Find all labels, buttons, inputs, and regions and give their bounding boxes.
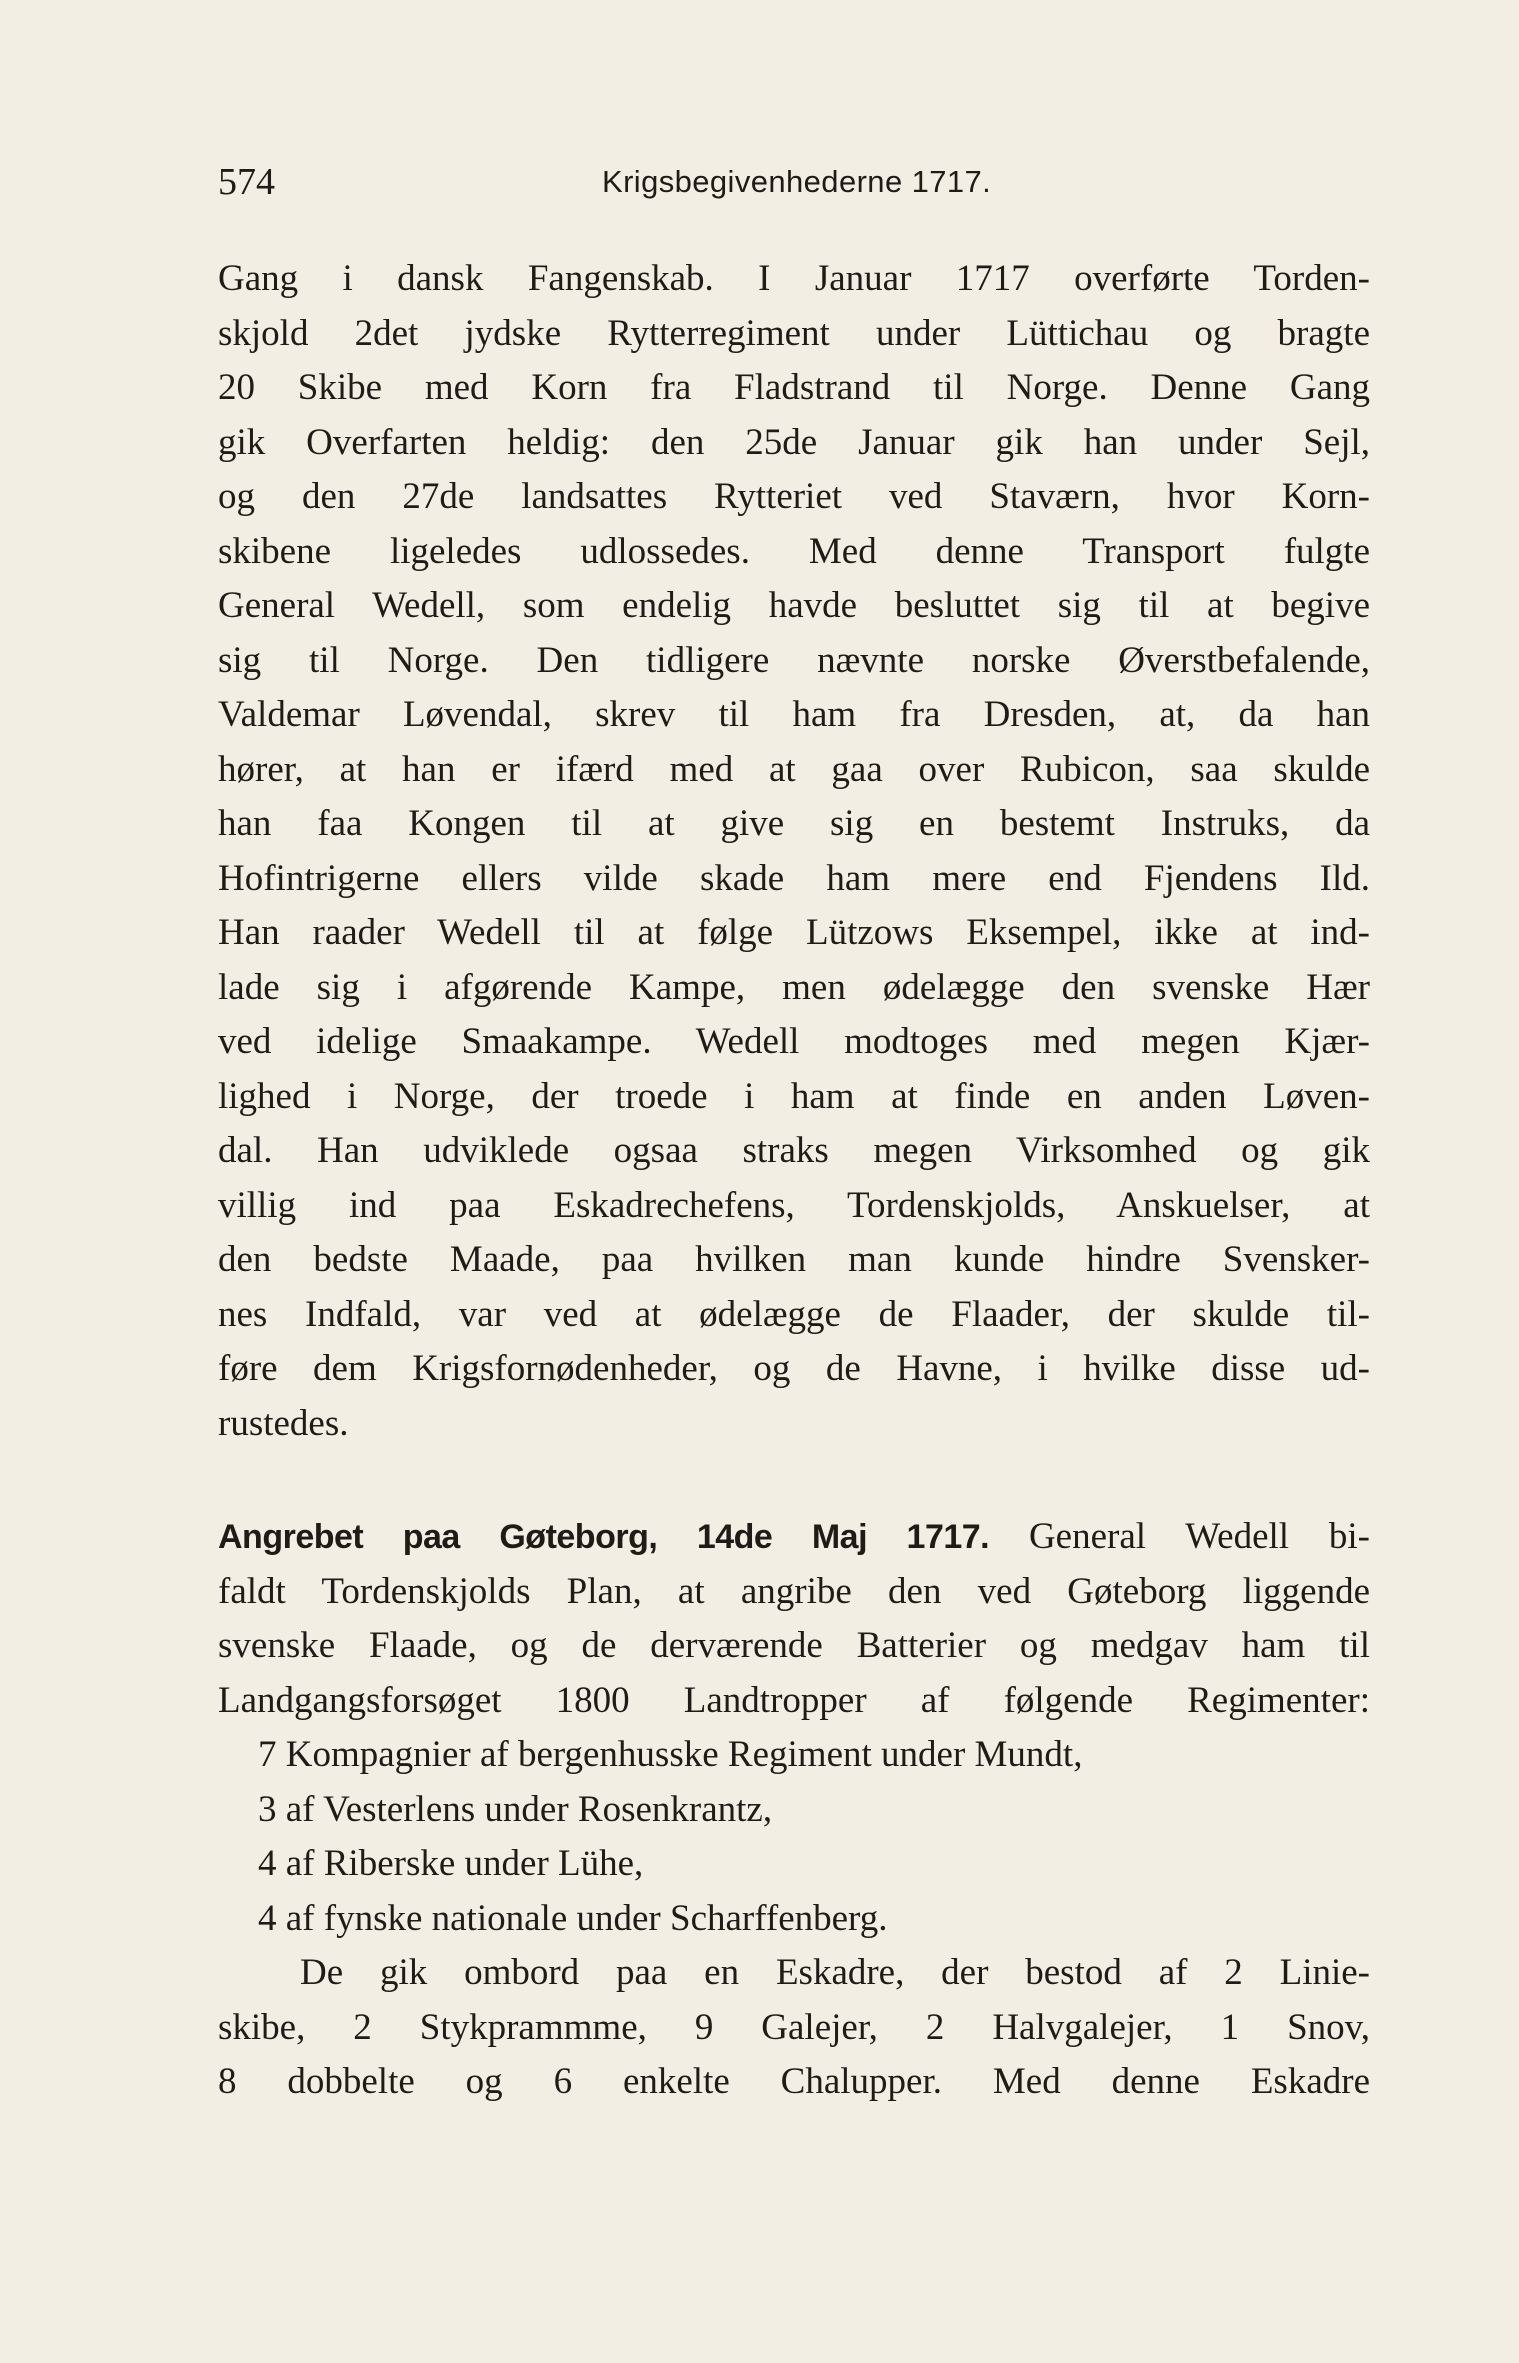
text-line: villig ind paa Eskadrechefens, Tordenskjolds, Anskuelser, at — [218, 1184, 1370, 1226]
text-line: han faa Kongen til at give sig en bestemt Instruks, da — [218, 803, 1370, 844]
text-line: sig til Norge. Den tidligere nævnte norske Øverstbefalende, — [218, 639, 1370, 681]
text-line: skibe, 2 Stykprammme, 9 Galejer, 2 Halvgalejer, 1 Snov, — [218, 2006, 1370, 2048]
text-line: den bedste Maade, paa hvilken man kunde hindre Svensker- — [218, 1239, 1370, 1280]
list-item: 4 af fynske nationale under Scharffenberg. — [258, 1897, 888, 1939]
text-line: svenske Flaade, og de derværende Batterier og medgav ham til — [218, 1625, 1370, 1666]
text-line: Han raader Wedell til at følge Lützows Eksempel, ikke at ind- — [218, 912, 1370, 953]
text-line — [218, 1510, 1370, 1565]
text-line: lade sig i afgørende Kampe, men ødelægge den svenske Hær — [218, 966, 1370, 1008]
text-line: 20 Skibe med Korn fra Fladstrand til Norge. Denne Gang — [218, 367, 1370, 408]
text-line: 8 dobbelte og 6 enkelte Chalupper. Med denne Eskadre — [218, 2061, 1370, 2102]
text-line: føre dem Krigsfornødenheder, og de Havne, i hvilke disse ud- — [218, 1348, 1370, 1389]
text-run: General Wedell bi- — [1028, 1516, 1370, 1557]
text-line: De gik ombord paa en Eskadre, der bestod af 2 Linie- — [300, 1952, 1370, 1993]
list-item: 4 af Riberske under Lühe, — [258, 1843, 644, 1884]
page-header — [218, 158, 1368, 206]
text-line: gik Overfarten heldig: den 25de Januar gik han under Sejl, — [218, 421, 1370, 463]
text-line: dal. Han udviklede ogsaa straks megen Virksomhed og gik — [218, 1130, 1370, 1171]
text-line: ved idelige Smaakampe. Wedell modtoges med megen Kjær- — [218, 1021, 1370, 1062]
text-line: Gang i dansk Fangenskab. I Januar 1717 overførte Torden- — [218, 258, 1370, 299]
text-line: nes Indfald, var ved at ødelægge de Flaader, der skulde til- — [218, 1293, 1370, 1335]
text-line: Landgangsforsøget 1800 Landtropper af følgende Regimenter: — [218, 1679, 1370, 1721]
paragraph-1 — [218, 252, 1370, 1451]
running-head: Krigsbegivenhederne 1717. — [602, 164, 992, 199]
text-line: skibene ligeledes udlossedes. Med denne Transport fulgte — [218, 530, 1370, 572]
text-line: rustedes. — [218, 1402, 349, 1444]
text-line: og den 27de landsattes Rytteriet ved Staværn, hvor Korn- — [218, 476, 1370, 517]
paragraph-2 — [218, 1510, 1370, 2110]
text-line: skjold 2det jydske Rytterregiment under Lüttichau og bragte — [218, 312, 1370, 354]
text-line: General Wedell, som endelig havde besluttet sig til at begive — [218, 585, 1370, 626]
section-heading: Angrebet paa Gøteborg, 14de Maj 1717. — [218, 1518, 990, 1556]
page-number: 574 — [218, 161, 275, 203]
text-line: lighed i Norge, der troede i ham at finde en anden Løven- — [218, 1075, 1370, 1117]
text-line: Hofintrigerne ellers vilde skade ham mere end Fjendens Ild. — [218, 857, 1370, 899]
text-line: hører, at han er ifærd med at gaa over Rubicon, saa skulde — [218, 748, 1370, 790]
text-line: faldt Tordenskjolds Plan, at angribe den ved Gøteborg liggende — [218, 1570, 1370, 1612]
list-item: 7 Kompagnier af bergenhusske Regiment under Mundt, — [258, 1734, 1083, 1775]
list-item: 3 af Vesterlens under Rosenkrantz, — [258, 1788, 773, 1830]
text-line: Valdemar Løvendal, skrev til ham fra Dresden, at, da han — [218, 694, 1370, 735]
